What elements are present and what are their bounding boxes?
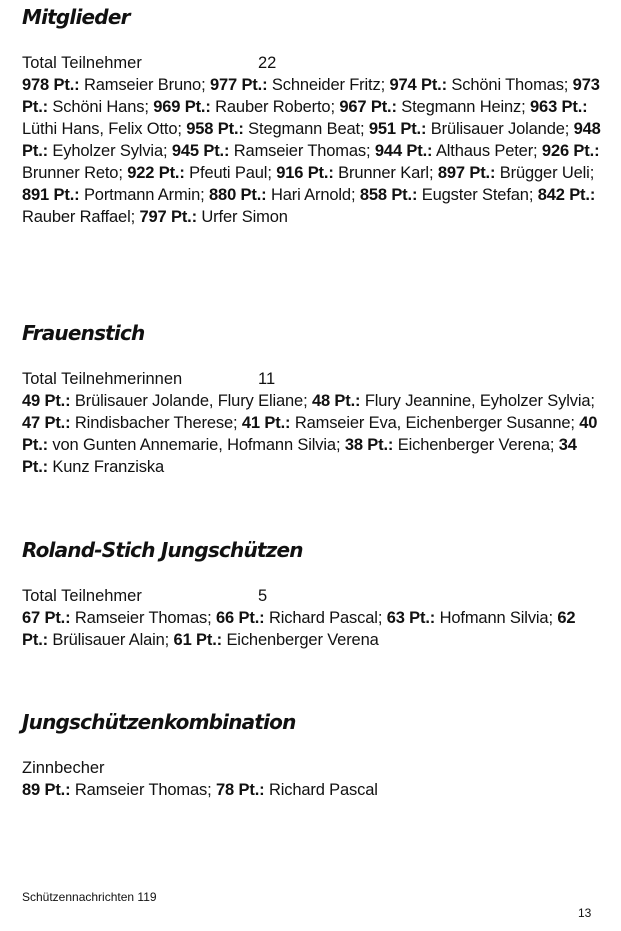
total-row: [22, 52, 602, 74]
section-title: Roland-Stich Jungschützen: [22, 538, 303, 562]
shooter-names: Brülisauer Alain: [52, 631, 165, 649]
points: 880 Pt.:: [209, 186, 267, 204]
result-entry: [186, 120, 360, 138]
points: 944 Pt.:: [374, 142, 433, 160]
result-entry: [210, 76, 381, 94]
points: 842 Pt.:: [537, 186, 596, 204]
results-list: 89 Pt.: Ramseier Thomas; 78 Pt.: Richard Pascal: [22, 781, 378, 799]
points: 958 Pt.:: [186, 120, 244, 138]
result-entry: [389, 76, 563, 94]
shooter-names: Brülisauer Jolande: [430, 120, 565, 138]
shooter-names: Brülisauer Jolande, Flury Eliane: [74, 392, 304, 410]
shooter-names: Eichenberger Verena: [226, 631, 379, 649]
shooter-names: Hari Arnold: [270, 186, 351, 204]
result-entry: [339, 98, 521, 116]
result-entry: [127, 164, 267, 182]
points: 916 Pt.:: [276, 164, 334, 182]
points: 67 Pt.:: [22, 609, 71, 627]
shooter-names: Eugster Stefan: [421, 186, 529, 204]
result-entry: [345, 436, 550, 454]
points: 922 Pt.:: [127, 164, 185, 182]
points: 926 Pt.:: [541, 142, 600, 160]
result-entry: [22, 781, 207, 799]
section-roland-stich: [22, 537, 602, 651]
shooter-names: von Gunten Annemarie, Hofmann Silvia: [52, 436, 336, 454]
points: 951 Pt.:: [368, 120, 427, 138]
shooter-names: Pfeuti Paul: [189, 164, 268, 182]
points: 967 Pt.:: [339, 98, 397, 116]
shooter-names: Lüthi Hans, Felix Otto: [22, 120, 178, 138]
shooter-names: Hofmann Silvia: [439, 609, 549, 627]
shooter-names: Richard Pascal: [268, 781, 378, 799]
result-entry: [153, 98, 330, 116]
shooter-names: Ramseier Eva, Eichenberger Susanne: [294, 414, 571, 432]
total-value: 11: [258, 370, 276, 388]
result-entry: [22, 414, 233, 432]
points: 40 Pt.:: [22, 414, 598, 454]
result-entry: [312, 392, 590, 410]
shooter-names: Brunner Karl: [338, 164, 429, 182]
points: 89 Pt.:: [22, 781, 71, 799]
shooter-names: Schneider Fritz: [271, 76, 381, 94]
points: 977 Pt.:: [209, 76, 268, 94]
points: 948 Pt.:: [22, 120, 601, 160]
results-list: 49 Pt.: Brülisauer Jolande, Flury Eliane; 48 Pt.: Flury Jeannine, Eyholzer Sylvia; 47 Pt.: Rindisbacher Therese; 41 Pt.: Ramseier Eva, Eichenberger Susanne; 40 Pt.: von Gunten Annemarie, Hofmann Silvia; 38 Pt.: Eichenberger Verena; 34 Pt.: Kunz Franziska: [22, 392, 598, 476]
result-entry: [172, 142, 366, 160]
publication-footer: Schützennachrichten 119: [22, 890, 157, 904]
section-jungschuetzenkombination: [22, 709, 602, 801]
points: 63 Pt.:: [386, 609, 436, 627]
section-frauenstich: [22, 320, 602, 478]
result-entry: [387, 609, 549, 627]
shooter-names: Portmann Armin: [83, 186, 201, 204]
result-entry: [22, 609, 207, 627]
result-entry: [438, 164, 590, 182]
shooter-names: Kunz Franziska: [52, 458, 165, 476]
points: 973 Pt.:: [22, 76, 600, 116]
shooter-names: Schöni Thomas: [451, 76, 564, 94]
total-label: Total Teilnehmer: [22, 587, 142, 605]
results-list: 978 Pt.: Ramseier Bruno; 977 Pt.: Schneider Fritz; 974 Pt.: Schöni Thomas; 973 Pt.: Schöni Hans; 969 Pt.: Rauber Roberto; 967 Pt.: Stegmann Heinz; 963 Pt.: Lüthi Hans, Felix Otto; 958 Pt.: Stegmann Beat; 951 Pt.: Brülisauer Jolande; 948 Pt.: Eyholzer Sylvia; 945 Pt.: Ramseier Thomas; 944 Pt.: Althaus Peter; 926 Pt.: Brunner Reto; 922 Pt.: Pfeuti Paul; 916 Pt.: Brunner Karl; 897 Pt.: Brügger Ueli; 891 Pt.: Portmann Armin; 880 Pt.: Hari Arnold; 858 Pt.: Eugster Stefan; 842 Pt.: Rauber Raffael; 797 Pt.: Urfer Simon: [22, 76, 601, 226]
result-entry: [22, 186, 200, 204]
section-title: Frauenstich: [22, 321, 145, 345]
points: 66 Pt.:: [216, 609, 265, 627]
shooter-names: Schöni Hans: [52, 98, 145, 116]
shooter-names: Rauber Raffael: [22, 208, 131, 226]
points: 41 Pt.:: [241, 414, 291, 432]
points: 978 Pt.:: [22, 76, 80, 94]
shooter-names: Rindisbacher Therese: [74, 414, 234, 432]
total-label: Total Teilnehmerinnen: [22, 370, 183, 388]
section-mitglieder: [22, 4, 602, 228]
shooter-names: Richard Pascal: [268, 609, 378, 627]
shooter-names: Brunner Reto: [22, 164, 119, 182]
shooter-names: Eichenberger Verena: [397, 436, 550, 454]
shooter-names: Stegmann Heinz: [401, 98, 522, 116]
points: 49 Pt.:: [22, 392, 71, 410]
shooter-names: Stegmann Beat: [248, 120, 360, 138]
points: 797 Pt.:: [139, 208, 197, 226]
result-entry: [216, 781, 378, 799]
result-entry: [360, 186, 529, 204]
points: 38 Pt.:: [344, 436, 394, 454]
points: 34 Pt.:: [22, 436, 577, 476]
result-entry: [209, 186, 351, 204]
result-entry: [174, 631, 379, 649]
points: 62 Pt.:: [22, 609, 576, 649]
shooter-names: Rauber Roberto: [215, 98, 331, 116]
points: 897 Pt.:: [437, 164, 496, 182]
points: 48 Pt.:: [311, 392, 361, 410]
points: 963 Pt.:: [530, 98, 588, 116]
shooter-names: Ramseier Bruno: [83, 76, 202, 94]
total-row: [22, 368, 602, 390]
total-label: Total Teilnehmer: [22, 54, 142, 72]
result-entry: [22, 76, 201, 94]
total-value: 22: [258, 54, 277, 72]
shooter-names: Flury Jeannine, Eyholzer Sylvia: [364, 392, 591, 410]
total-value: 5: [258, 587, 268, 605]
total-row: [22, 757, 602, 779]
shooter-names: Ramseier Thomas: [74, 781, 208, 799]
shooter-names: Urfer Simon: [201, 208, 288, 226]
result-entry: [369, 120, 565, 138]
points: 858 Pt.:: [359, 186, 418, 204]
points: 47 Pt.:: [22, 414, 71, 432]
result-entry: [375, 142, 533, 160]
result-entry: [216, 609, 378, 627]
shooter-names: Ramseier Thomas: [233, 142, 367, 160]
points: 974 Pt.:: [389, 76, 447, 94]
points: 969 Pt.:: [153, 98, 211, 116]
shooter-names: Eyholzer Sylvia: [52, 142, 163, 160]
shooter-names: Althaus Peter: [435, 142, 534, 160]
section-title: Mitglieder: [22, 5, 130, 29]
result-entry: [139, 208, 287, 226]
result-entry: [242, 414, 570, 432]
points: 78 Pt.:: [216, 781, 265, 799]
results-list: 67 Pt.: Ramseier Thomas; 66 Pt.: Richard Pascal; 63 Pt.: Hofmann Silvia; 62 Pt.: Brülisauer Alain; 61 Pt.: Eichenberger Verena: [22, 609, 576, 649]
shooter-names: Brügger Ueli: [499, 164, 590, 182]
points: 891 Pt.:: [22, 186, 80, 204]
points: 945 Pt.:: [171, 142, 230, 160]
result-entry: [22, 392, 303, 410]
points: 61 Pt.:: [173, 631, 223, 649]
page-number: 13: [578, 906, 592, 920]
total-row: [22, 585, 602, 607]
shooter-names: Ramseier Thomas: [74, 609, 208, 627]
total-label: Zinnbecher: [22, 759, 105, 777]
section-title: Jungschützenkombination: [22, 710, 296, 734]
result-entry: [276, 164, 429, 182]
